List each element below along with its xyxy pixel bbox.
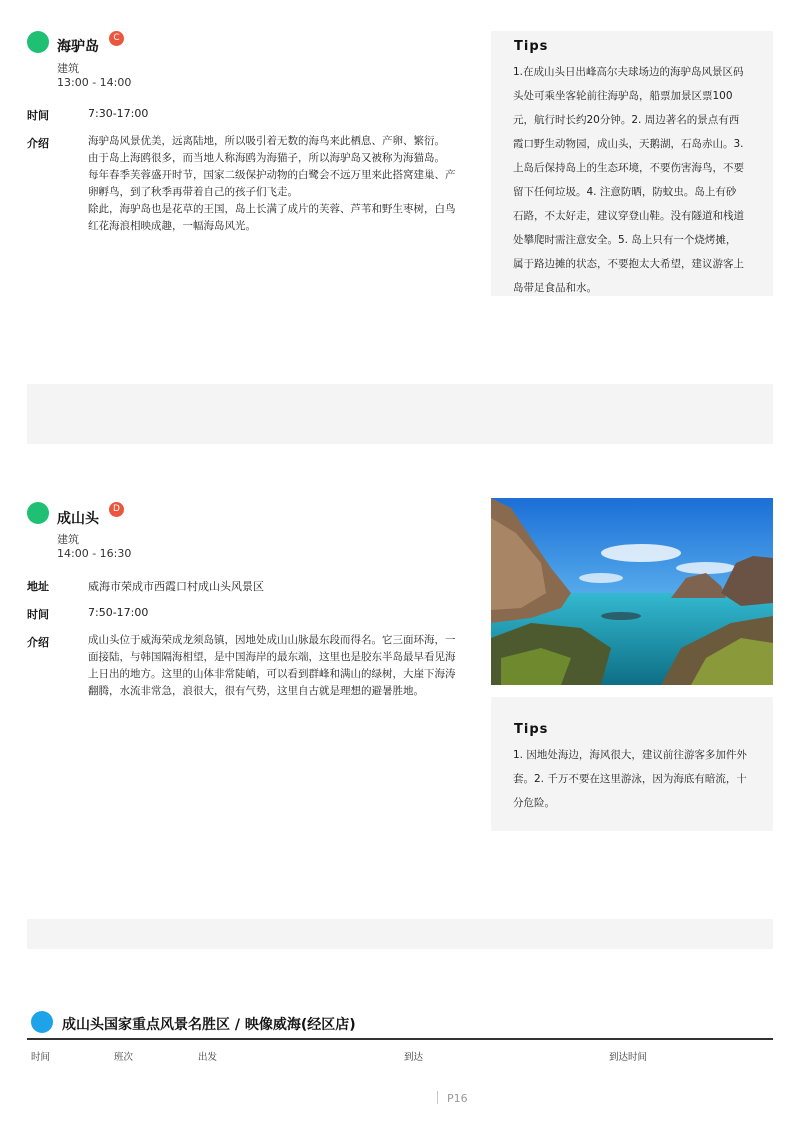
intro-label: 介绍	[27, 636, 49, 649]
intro-text	[88, 632, 473, 700]
tips-line: 霞口野生动物园，成山头，天鹅湖，石岛赤山。3.	[513, 138, 744, 150]
tips-panel	[491, 31, 773, 296]
tips-panel	[491, 697, 773, 831]
intro-line: 每年春季芙蓉盛开时节，国家二级保护动物的白鹭会不远万里来此搭窝建巢、产	[88, 169, 456, 181]
hours-value: 7:30-17:00	[88, 107, 149, 120]
address-value: 威海市荣成市西霞口村成山头风景区	[88, 580, 264, 593]
poi-badge: D	[109, 502, 124, 517]
hours-value: 7:50-17:00	[88, 606, 149, 619]
page-number: P16	[447, 1092, 468, 1105]
page-separator	[437, 1091, 438, 1104]
intro-line: 成山头位于威海荣成龙须岛镇，因地处成山山脉最东段而得名。它三面环海，一	[88, 634, 456, 646]
tips-line: 1.在成山头日出峰高尔夫球场边的海驴岛风景区码	[513, 66, 744, 78]
intro-line: 由于岛上海鸥很多，而当地人称海鸥为海猫子，所以海驴岛又被称为海猫岛。	[88, 152, 445, 164]
route-title: 成山头国家重点风景名胜区 / 映像威海(经区店)	[62, 1017, 356, 1033]
tips-line: 头处可乘坐客轮前往海驴岛，船票加景区票100	[513, 90, 733, 102]
column-header-depart: 出发	[198, 1052, 218, 1063]
route-marker-icon	[31, 1011, 53, 1033]
poi-marker-icon	[27, 502, 49, 524]
poi-time-range: 13:00 - 14:00	[57, 76, 132, 89]
tips-line: 上岛后保持岛上的生态环境，不要伤害海鸟，不要	[513, 162, 744, 174]
section-divider	[27, 384, 773, 444]
tips-line: 处攀爬时需注意安全。5. 岛上只有一个烧烤摊，	[513, 234, 737, 246]
poi-title: 成山头	[57, 511, 99, 527]
tips-line: 分危险。	[513, 797, 555, 809]
intro-line: 上日出的地方。这里的山体非常陡峭，可以看到群峰和满山的绿树，大崖下海涛	[88, 668, 456, 680]
column-header-time: 时间	[31, 1052, 51, 1063]
poi-photo	[491, 498, 773, 685]
tips-line: 岛带足食品和水。	[513, 282, 597, 294]
tips-line: 套。2. 千万不要在这里游泳，因为海底有暗流，十	[513, 773, 747, 785]
column-header-shift: 班次	[114, 1052, 134, 1063]
intro-line: 面接陆，与韩国隔海相望，是中国海岸的最东端，这里也是胶东半岛最早看见海	[88, 651, 456, 663]
intro-line: 除此，海驴岛也是花草的王国，岛上长满了成片的芙蓉、芦苇和野生枣树，白鸟	[88, 203, 456, 215]
intro-text	[88, 133, 473, 235]
column-header-arrive: 到达	[404, 1052, 424, 1063]
tips-text	[513, 60, 763, 300]
poi-title: 海驴岛	[57, 39, 99, 55]
intro-label: 介绍	[27, 137, 49, 150]
intro-line: 翻腾，水流非常急，浪很大，很有气势，这里自古就是理想的避暑胜地。	[88, 685, 424, 697]
poi-time-range: 14:00 - 16:30	[57, 547, 132, 560]
poi-category: 建筑	[57, 533, 79, 546]
intro-line: 海驴岛风景优美，远离陆地，所以吸引着无数的海鸟来此栖息、产卵、繁衍。	[88, 135, 445, 147]
poi-category: 建筑	[57, 62, 79, 75]
hours-label: 时间	[27, 608, 49, 621]
address-label: 地址	[27, 580, 49, 593]
tips-title: Tips	[514, 722, 549, 737]
tips-line: 属于路边摊的状态，不要抱太大希望，建议游客上	[513, 258, 744, 270]
poi-marker-icon	[27, 31, 49, 53]
route-divider	[27, 1038, 773, 1040]
column-header-arrival-time: 到达时间	[609, 1052, 648, 1063]
poi-badge: C	[109, 31, 124, 46]
tips-text	[513, 743, 763, 815]
tips-line: 1. 因地处海边，海风很大，建议前往游客多加件外	[513, 749, 747, 761]
hours-label: 时间	[27, 109, 49, 122]
intro-line: 红花海浪相映成趣，一幅海岛风光。	[88, 220, 256, 232]
tips-line: 元，航行时长约20分钟。2. 周边著名的景点有西	[513, 114, 740, 126]
tips-line: 石路，不太好走，建议穿登山鞋。没有隧道和栈道	[513, 210, 744, 222]
tips-title: Tips	[514, 39, 549, 54]
section-divider	[27, 919, 773, 949]
intro-line: 卵孵鸟，到了秋季再带着自己的孩子们飞走。	[88, 186, 298, 198]
tips-line: 留下任何垃圾。4. 注意防晒，防蚊虫。岛上有砂	[513, 186, 737, 198]
